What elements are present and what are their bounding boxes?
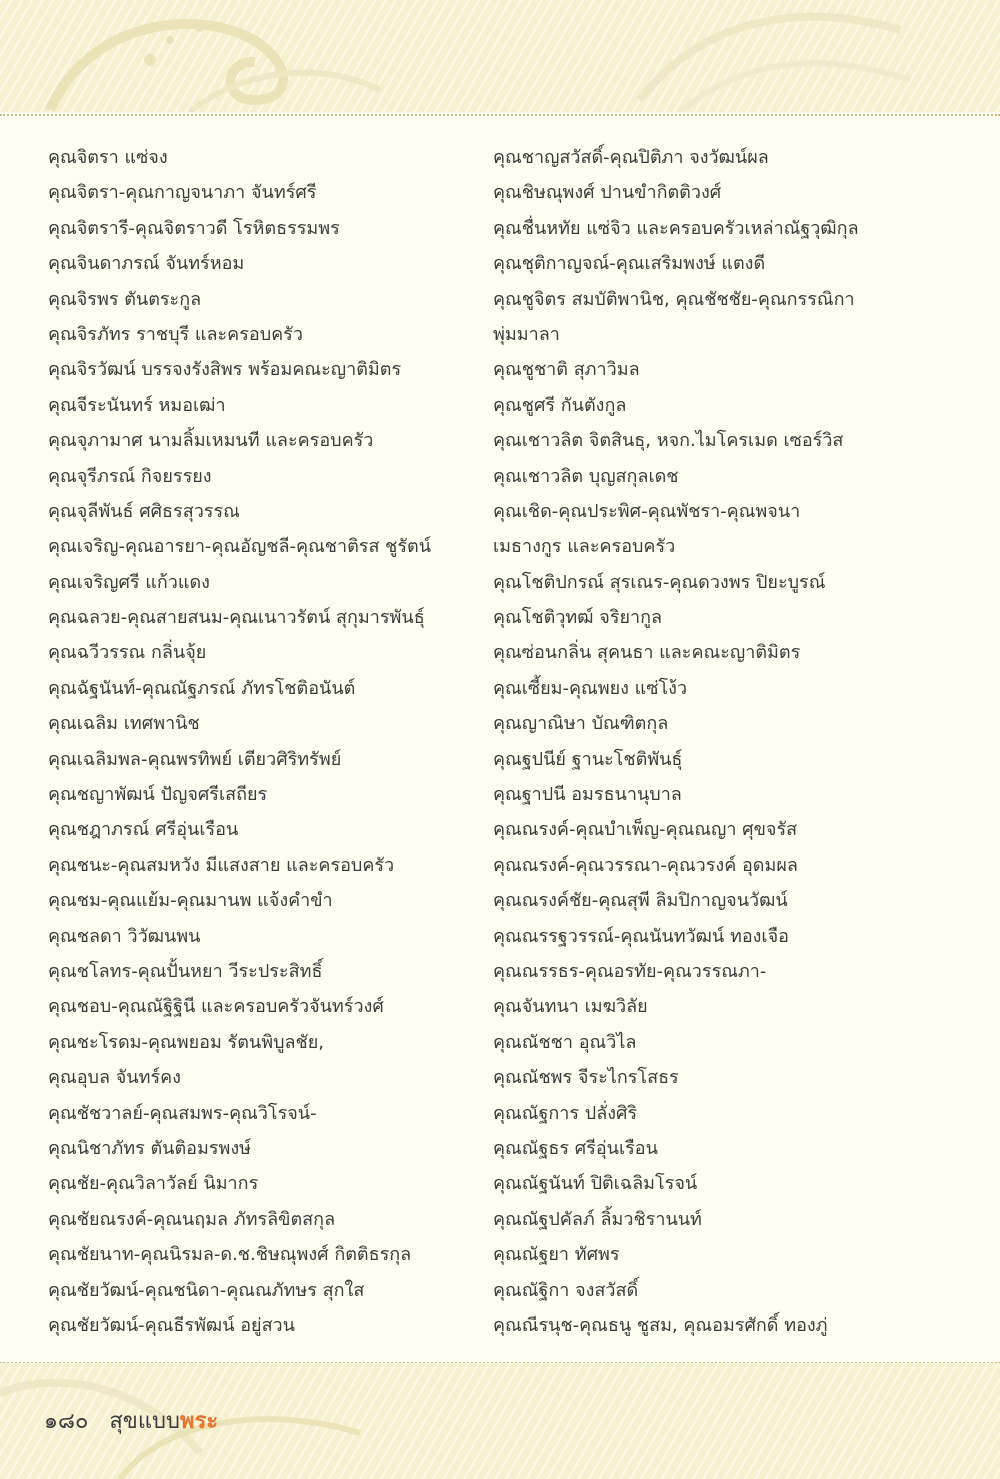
list-item: คุณณรงค์ชัย-คุณสุพี ลิมปิกาญจนวัฒน์	[493, 890, 788, 912]
list-item: คุณจิตรารี-คุณจิตราวดี โรหิตธรรมพร	[48, 217, 340, 239]
list-item: คุณณรงค์-คุณวรรณา-คุณวรงค์ อุดมผล	[493, 854, 798, 876]
list-item: คุณจันทนา เมฆวิลัย	[493, 996, 648, 1018]
list-item: คุณจิรพร ตันตระกูล	[48, 288, 202, 310]
list-item: คุณชูจิตร สมบัติพานิช, คุณชัชชัย-คุณกรรณิกา	[493, 288, 855, 310]
list-item: คุณเชาวลิต จิตสินธุ, หจก.ไมโครเมด เซอร์วิส	[493, 430, 844, 452]
list-item: คุณโชติปกรณ์ สุรเณร-คุณดวงพร ปิยะบูรณ์	[493, 571, 826, 593]
list-item: คุณเชิด-คุณประพิศ-คุณพัชรา-คุณพจนา	[493, 500, 801, 522]
list-item: คุณณรงค์-คุณบำเพ็ญ-คุณณญา ศุขจรัส	[493, 819, 798, 841]
list-item: คุณจุภามาศ นามลิ้มเหมนที และครอบครัว	[48, 430, 374, 452]
list-item: คุณชาญสวัสดิ์-คุณปิติภา จงวัฒน์ผล	[493, 147, 769, 168]
list-item: คุณณรรฐวรรณ์-คุณนันทวัฒน์ ทองเจือ	[493, 925, 789, 947]
list-item: คุณชอบ-คุณณัฐิฐินี และครอบครัวจันทร์วงศ์	[48, 996, 384, 1018]
sponsor-list-right	[493, 140, 973, 1343]
list-item: คุณณัฐการ ปลั่งศิริ	[493, 1102, 638, 1124]
list-item: คุณจิรวัฒน์ บรรจงรังสิพร พร้อมคณะญาติมิตร	[48, 359, 402, 381]
list-item: คุณชื่นหทัย แซ่จิว และครอบครัวเหล่าณัฐวุฒิกุล	[493, 217, 859, 239]
list-item: คุณเชาวลิต บุญสกุลเดช	[493, 465, 679, 487]
leaf-ornament-icon	[620, 0, 920, 112]
list-item: คุณอุบล จันทร์คง	[48, 1067, 181, 1089]
list-item: คุณจีระนันทร์ หมอเฒ่า	[48, 394, 226, 416]
list-item: คุณณัฐยา ทัศพร	[493, 1244, 620, 1266]
list-item: คุณจิรภัทร ราชบุรี และครอบครัว	[48, 323, 303, 345]
list-item: คุณฉลวย-คุณสายสนม-คุณเนาวรัตน์ สุกุมารพันธุ์	[48, 607, 425, 629]
list-item: คุณชโลทร-คุณปั้นหยา วีระประสิทธิ์	[48, 960, 323, 982]
list-item: คุณณัฐธร ศรีอุ่นเรือน	[493, 1137, 658, 1159]
list-item: คุณชม-คุณแย้ม-คุณมานพ แจ้งคำขำ	[48, 890, 333, 912]
list-item: คุณจุรีภรณ์ กิจยรรยง	[48, 465, 212, 487]
book-title-part2: พระ	[179, 1409, 219, 1434]
list-item: คุณเซี้ยม-คุณพยง แซ่โง้ว	[493, 677, 688, 699]
page-number: ๑๘๐	[44, 1409, 89, 1434]
top-dotted-divider	[0, 114, 1000, 116]
list-item: คุณญาณิษา บัณฑิตกุล	[493, 713, 669, 735]
list-item: คุณชะโรดม-คุณพยอม รัตนพิบูลชัย,	[48, 1031, 325, 1053]
list-item: คุณณัฐปคัลภ์ ลิ้มวชิรานนท์	[493, 1208, 702, 1230]
list-item: คุณชัยวัฒน์-คุณชนิดา-คุณณภัทษร สุกใส	[48, 1279, 365, 1301]
list-item: คุณนิชาภัทร ตันติอมรพงษ์	[48, 1137, 252, 1159]
list-item: คุณณรรธร-คุณอรทัย-คุณวรรณภา-	[493, 960, 767, 982]
list-item: คุณชูชาติ สุภาวิมล	[493, 359, 640, 381]
list-item: คุณเจริญ-คุณอารยา-คุณอัญชลี-คุณชาติรส ชูรัตน์	[48, 536, 432, 558]
list-item: คุณณัฐิกา จงสวัสดิ์	[493, 1279, 639, 1301]
list-item: คุณชิษณุพงศ์ ปานขำกิตติวงศ์	[493, 182, 722, 204]
list-item: คุณชัย-คุณวิลาวัลย์ นิมากร	[48, 1173, 259, 1195]
list-item: พุ่มมาลา	[493, 323, 560, 345]
list-item: คุณจุลีพันธ์ ศศิธรสุวรรณ	[48, 500, 240, 522]
list-item: คุณณัชพร จีระไกรโสธร	[493, 1067, 679, 1089]
book-title-part1: สุขแบบ	[109, 1409, 180, 1434]
list-item: คุณชัยณรงค์-คุณนฤมล ภัทรลิขิตสกุล	[48, 1208, 336, 1230]
list-item: คุณชัชวาลย์-คุณสมพร-คุณวิโรจน์-	[48, 1102, 317, 1124]
list-item: คุณชุติกาญจณ์-คุณเสริมพงษ์ แตงดี	[493, 253, 766, 275]
list-item: คุณฐาปนี อมรธนานุบาล	[493, 784, 682, 806]
page-footer	[44, 1402, 218, 1442]
list-item: คุณณัชชา อุณวิไล	[493, 1031, 637, 1053]
list-item: คุณซ่อนกลิ่น สุคนธา และคณะญาติมิตร	[493, 642, 801, 664]
list-item: คุณจิตรา-คุณกาญจนาภา จันทร์ศรี	[48, 182, 317, 204]
list-item: คุณณีรนุช-คุณธนู ชูสม, คุณอมรศักดิ์ ทองภู่	[493, 1314, 828, 1336]
list-item: คุณชลดา วิวัฒนพน	[48, 925, 201, 947]
list-item: คุณชนะ-คุณสมหวัง มีแสงสาย และครอบครัว	[48, 854, 395, 876]
list-item: เมธางกูร และครอบครัว	[493, 536, 676, 558]
list-item: คุณโชติวุทฒ์ จริยากูล	[493, 607, 663, 629]
list-item: คุณฉวีวรรณ กลิ่นจุ้ย	[48, 642, 207, 664]
list-item: คุณฉัฐนันท์-คุณณัฐภรณ์ ภัทรโชติอนันต์	[48, 677, 356, 699]
list-item: คุณจิตรา แซ่จง	[48, 147, 168, 168]
top-decorative-band	[0, 0, 1000, 112]
list-item: คุณจินดาภรณ์ จันทร์หอม	[48, 253, 245, 275]
sponsor-list-left	[48, 140, 488, 1343]
list-item: คุณชฎาภรณ์ ศรีอุ่นเรือน	[48, 819, 239, 841]
list-item: คุณฐปนีย์ ฐานะโชติพันธุ์	[493, 748, 683, 770]
list-item: คุณณัฐนันท์ ปิติเฉลิมโรจน์	[493, 1173, 698, 1195]
list-item: คุณเฉลิม เทศพานิช	[48, 713, 200, 735]
list-item: คุณชญาพัฒน์ ปัญจศรีเสถียร	[48, 784, 268, 806]
list-item: คุณชัยนาท-คุณนิรมล-ด.ช.ชิษณุพงศ์ กิตติธรกุล	[48, 1244, 412, 1266]
list-item: คุณชัยวัฒน์-คุณธีรพัฒน์ อยู่สวน	[48, 1314, 295, 1336]
list-item: คุณเฉลิมพล-คุณพรทิพย์ เตียวศิริทรัพย์	[48, 748, 342, 770]
list-item: คุณชูศรี กันตังกูล	[493, 394, 627, 416]
list-item: คุณเจริญศรี แก้วแดง	[48, 571, 210, 593]
swirl-ornament-icon	[40, 0, 400, 112]
